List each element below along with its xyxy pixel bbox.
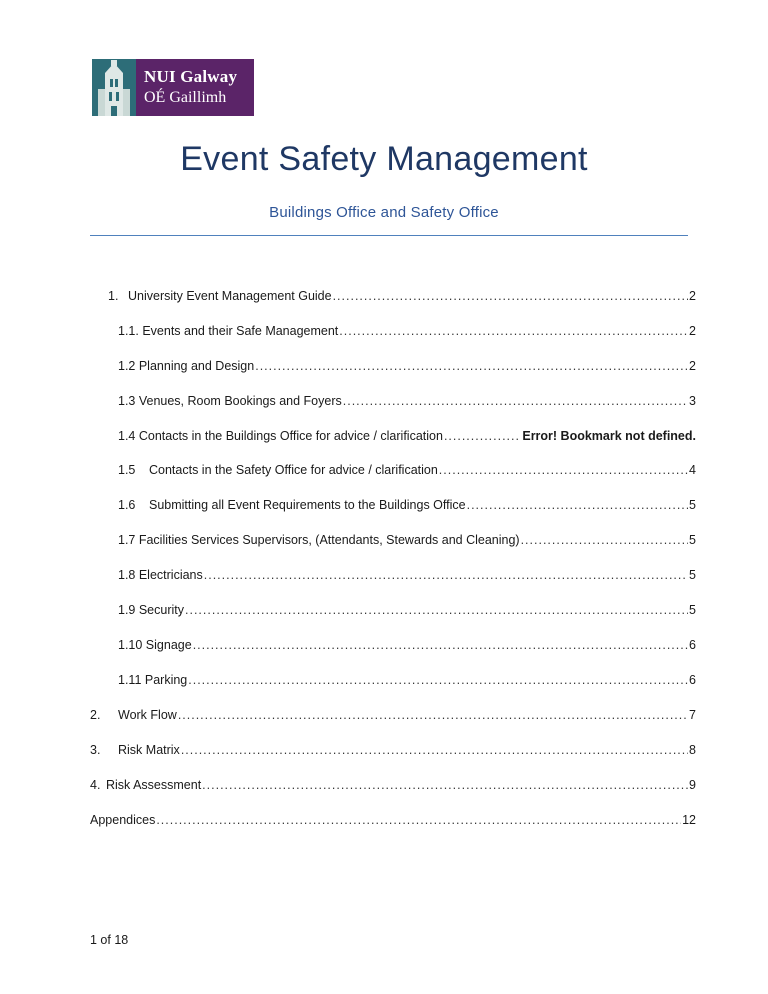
toc-leader [178,707,688,723]
toc-leader [439,462,688,478]
toc-leader [181,742,688,758]
university-logo [92,59,254,116]
toc-page: 3 [689,394,696,408]
toc-leader [204,567,688,583]
toc-page: 7 [689,708,696,722]
toc-page: 6 [689,638,696,652]
toc-leader [156,812,681,828]
toc-label: Work Flow [118,708,177,722]
toc-leader [521,532,688,548]
toc-page: 5 [689,498,696,512]
toc-page: 4 [689,463,696,477]
toc-leader [185,602,688,618]
toc-entry[interactable] [90,777,696,793]
document-title: Event Safety Management [180,140,588,178]
toc-page: 8 [689,743,696,757]
toc-entry[interactable] [118,358,696,374]
toc-page: 2 [689,289,696,303]
toc-entry[interactable] [118,393,696,409]
toc-entry[interactable] [118,323,696,339]
toc-label: Risk Matrix [118,743,180,757]
toc-page-error: Error! Bookmark not defined. [522,429,696,443]
toc-leader [333,288,688,304]
toc-page: 5 [689,603,696,617]
toc-label: 1.4 Contacts in the Buildings Office for advice / clarification [118,429,443,443]
toc-page: 5 [689,533,696,547]
logo-line-1: NUI Galway [144,67,238,86]
toc-entry[interactable] [118,497,696,513]
toc-label: 1.7 Facilities Services Supervisors, (Attendants, Stewards and Cleaning) [118,533,520,547]
toc-page: 5 [689,568,696,582]
toc-leader [255,358,688,374]
toc-entry[interactable] [118,672,696,688]
toc-number: 3. [90,743,101,757]
toc-number: 4. [90,778,101,792]
toc-label: Risk Assessment [106,778,202,792]
toc-entry[interactable] [118,602,696,618]
toc-entry[interactable] [118,532,696,548]
logo-line-2: OÉ Gaillimh [144,89,227,106]
toc-label: 1.3 Venues, Room Bookings and Foyers [118,394,342,408]
toc-label: Appendices [90,813,156,827]
toc-entry[interactable] [90,707,696,723]
toc-entry[interactable] [118,567,696,583]
toc-leader [444,428,521,444]
toc-page: 2 [689,359,696,373]
toc-entry[interactable] [90,742,696,758]
toc-label: 1.8 Electricians [118,568,203,582]
toc-entry[interactable] [118,637,696,653]
document-subtitle: Buildings Office and Safety Office [269,204,499,221]
toc-number: 1.6 [118,498,136,512]
tower-icon [92,59,136,116]
page-number-footer: 1 of 18 [90,933,129,947]
toc-leader [202,777,688,793]
toc-leader [339,323,688,339]
toc-leader [467,497,688,513]
toc-number: 1.5 [118,463,136,477]
toc-entry[interactable] [90,812,696,828]
toc-page: 2 [689,324,696,338]
toc-page: 9 [689,778,696,792]
toc-label: 1.11 Parking [118,673,188,687]
toc-label: 1.1. Events and their Safe Management [118,324,339,338]
toc-number: 1. [108,289,119,303]
toc-number: 2. [90,708,101,722]
toc-label: Submitting all Event Requirements to the Buildings Office [149,498,466,512]
toc-label: 1.10 Signage [118,638,192,652]
toc-label: University Event Management Guide [128,289,332,303]
toc-label: 1.2 Planning and Design [118,359,255,373]
toc-label: 1.9 Security [118,603,185,617]
title-divider [90,235,688,236]
toc-entry[interactable] [118,428,696,444]
toc-leader [343,393,688,409]
toc-leader [193,637,688,653]
toc-page: 12 [682,813,696,827]
toc-leader [188,672,688,688]
toc-entry[interactable] [118,462,696,478]
toc-label: Contacts in the Safety Office for advice / clarification [149,463,438,477]
toc-page: 6 [689,673,696,687]
toc-entry[interactable] [108,288,696,304]
